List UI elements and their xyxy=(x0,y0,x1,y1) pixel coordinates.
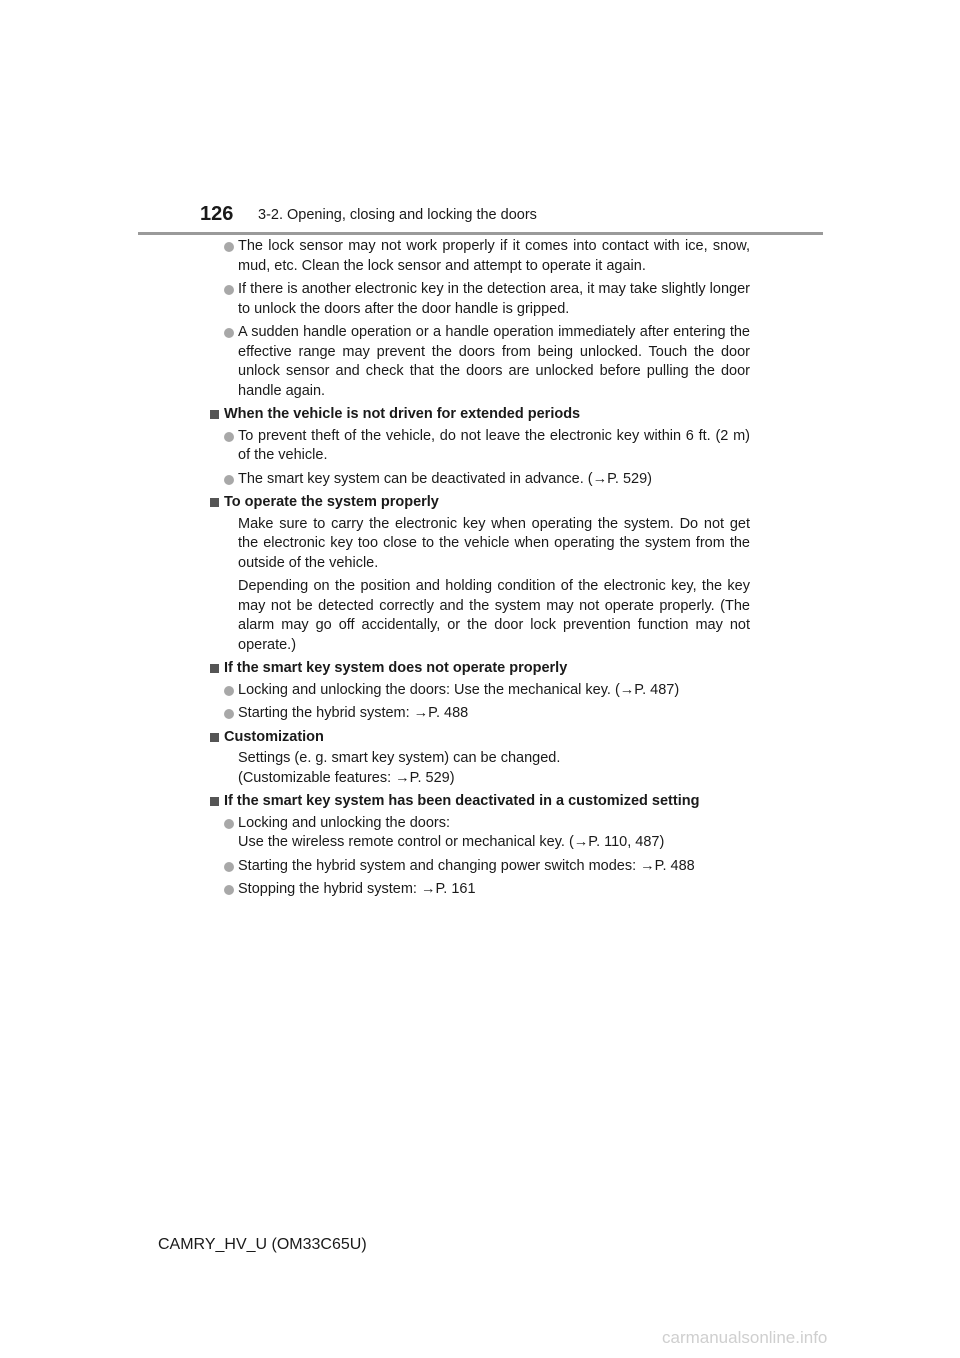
subheading-text: If the smart key system has been deactivated in a customized setting xyxy=(224,793,700,809)
bullet-dot-icon xyxy=(224,819,234,829)
bullet-dot-icon xyxy=(224,432,234,442)
subheading xyxy=(210,792,750,812)
list-item xyxy=(210,237,750,276)
list-item-text: The lock sensor may not work properly if it comes into contact with ice, snow, mud, etc. Clean the lock sensor and attempt to operate it again. xyxy=(238,238,750,274)
footer-model: CAMRY_HV_U (OM33C65U) xyxy=(158,1236,367,1253)
list-item-text: Stopping the hybrid system: →P. 161 xyxy=(238,881,476,897)
paragraph-line: Settings (e. g. smart key system) can be changed. xyxy=(238,750,561,766)
page-header xyxy=(0,0,960,240)
list-item-text: Use the wireless remote control or mechanical key. (→P. 110, 487) xyxy=(238,834,665,850)
subheading-text: Customization xyxy=(224,728,324,745)
list-item-text: Locking and unlocking the doors: xyxy=(238,814,451,831)
watermark: carmanualsonline.info xyxy=(662,1328,828,1347)
list-item xyxy=(210,323,750,401)
subheading xyxy=(210,659,750,679)
page-number: 126 xyxy=(200,203,234,225)
paragraph-line: (Customizable features: →P. 529) xyxy=(238,769,455,786)
bullet-dot-icon xyxy=(224,709,234,719)
list-item xyxy=(210,470,750,490)
subheading-text: If the smart key system does not operate properly xyxy=(224,660,568,676)
subheading-text: When the vehicle is not driven for extended periods xyxy=(224,406,581,422)
paragraph xyxy=(210,749,750,788)
page-content xyxy=(210,237,750,904)
square-bullet-icon xyxy=(210,498,219,507)
square-bullet-icon xyxy=(210,733,219,742)
list-item xyxy=(210,857,750,877)
list-item xyxy=(210,880,750,900)
bullet-dot-icon xyxy=(224,285,234,295)
subheading xyxy=(210,493,750,513)
list-item-text: To prevent theft of the vehicle, do not leave the electronic key within 6 ft. (2 m) of the vehicle. xyxy=(238,427,750,463)
square-bullet-icon xyxy=(210,797,219,806)
paragraph: Make sure to carry the electronic key when operating the system. Do not get the electronic key too close to the vehicle when operating the system from the outside of the vehicle. xyxy=(238,515,750,571)
paragraph: Depending on the position and holding condition of the electronic key, the key may not be detected correctly and the system may not operate properly. (The alarm may go off accidentally, or the door lock prevention function may not operate.) xyxy=(238,578,750,653)
bullet-dot-icon xyxy=(224,862,234,872)
list-item xyxy=(210,681,750,701)
bullet-dot-icon xyxy=(224,328,234,338)
square-bullet-icon xyxy=(210,410,219,419)
header-divider xyxy=(138,232,823,235)
list-item xyxy=(210,704,750,724)
square-bullet-icon xyxy=(210,664,219,673)
section-title: 3-2. Opening, closing and locking the doors xyxy=(258,207,537,223)
bullet-dot-icon xyxy=(224,885,234,895)
list-item-text: A sudden handle operation or a handle operation immediately after entering the effective range may prevent the doors from being unlocked. Touch the door unlock sensor and check that the doors are unlocked before pulling the door handle again. xyxy=(238,324,750,399)
bullet-dot-icon xyxy=(224,686,234,696)
list-item xyxy=(210,427,750,466)
list-item-text: Starting the hybrid system and changing power switch modes: →P. 488 xyxy=(238,857,695,874)
subheading xyxy=(210,728,750,748)
list-item-text: If there is another electronic key in the detection area, it may take slightly longer to unlock the doors after the door handle is gripped. xyxy=(238,281,750,317)
subheading xyxy=(210,405,750,425)
bullet-dot-icon xyxy=(224,475,234,485)
subheading-text: To operate the system properly xyxy=(224,494,439,510)
list-item-text: The smart key system can be deactivated in advance. (→P. 529) xyxy=(238,470,652,487)
list-item-text: Locking and unlocking the doors: Use the mechanical key. (→P. 487) xyxy=(238,681,680,698)
list-item-text: Starting the hybrid system: →P. 488 xyxy=(238,705,469,721)
list-item xyxy=(210,814,750,853)
list-item xyxy=(210,280,750,319)
bullet-dot-icon xyxy=(224,242,234,252)
